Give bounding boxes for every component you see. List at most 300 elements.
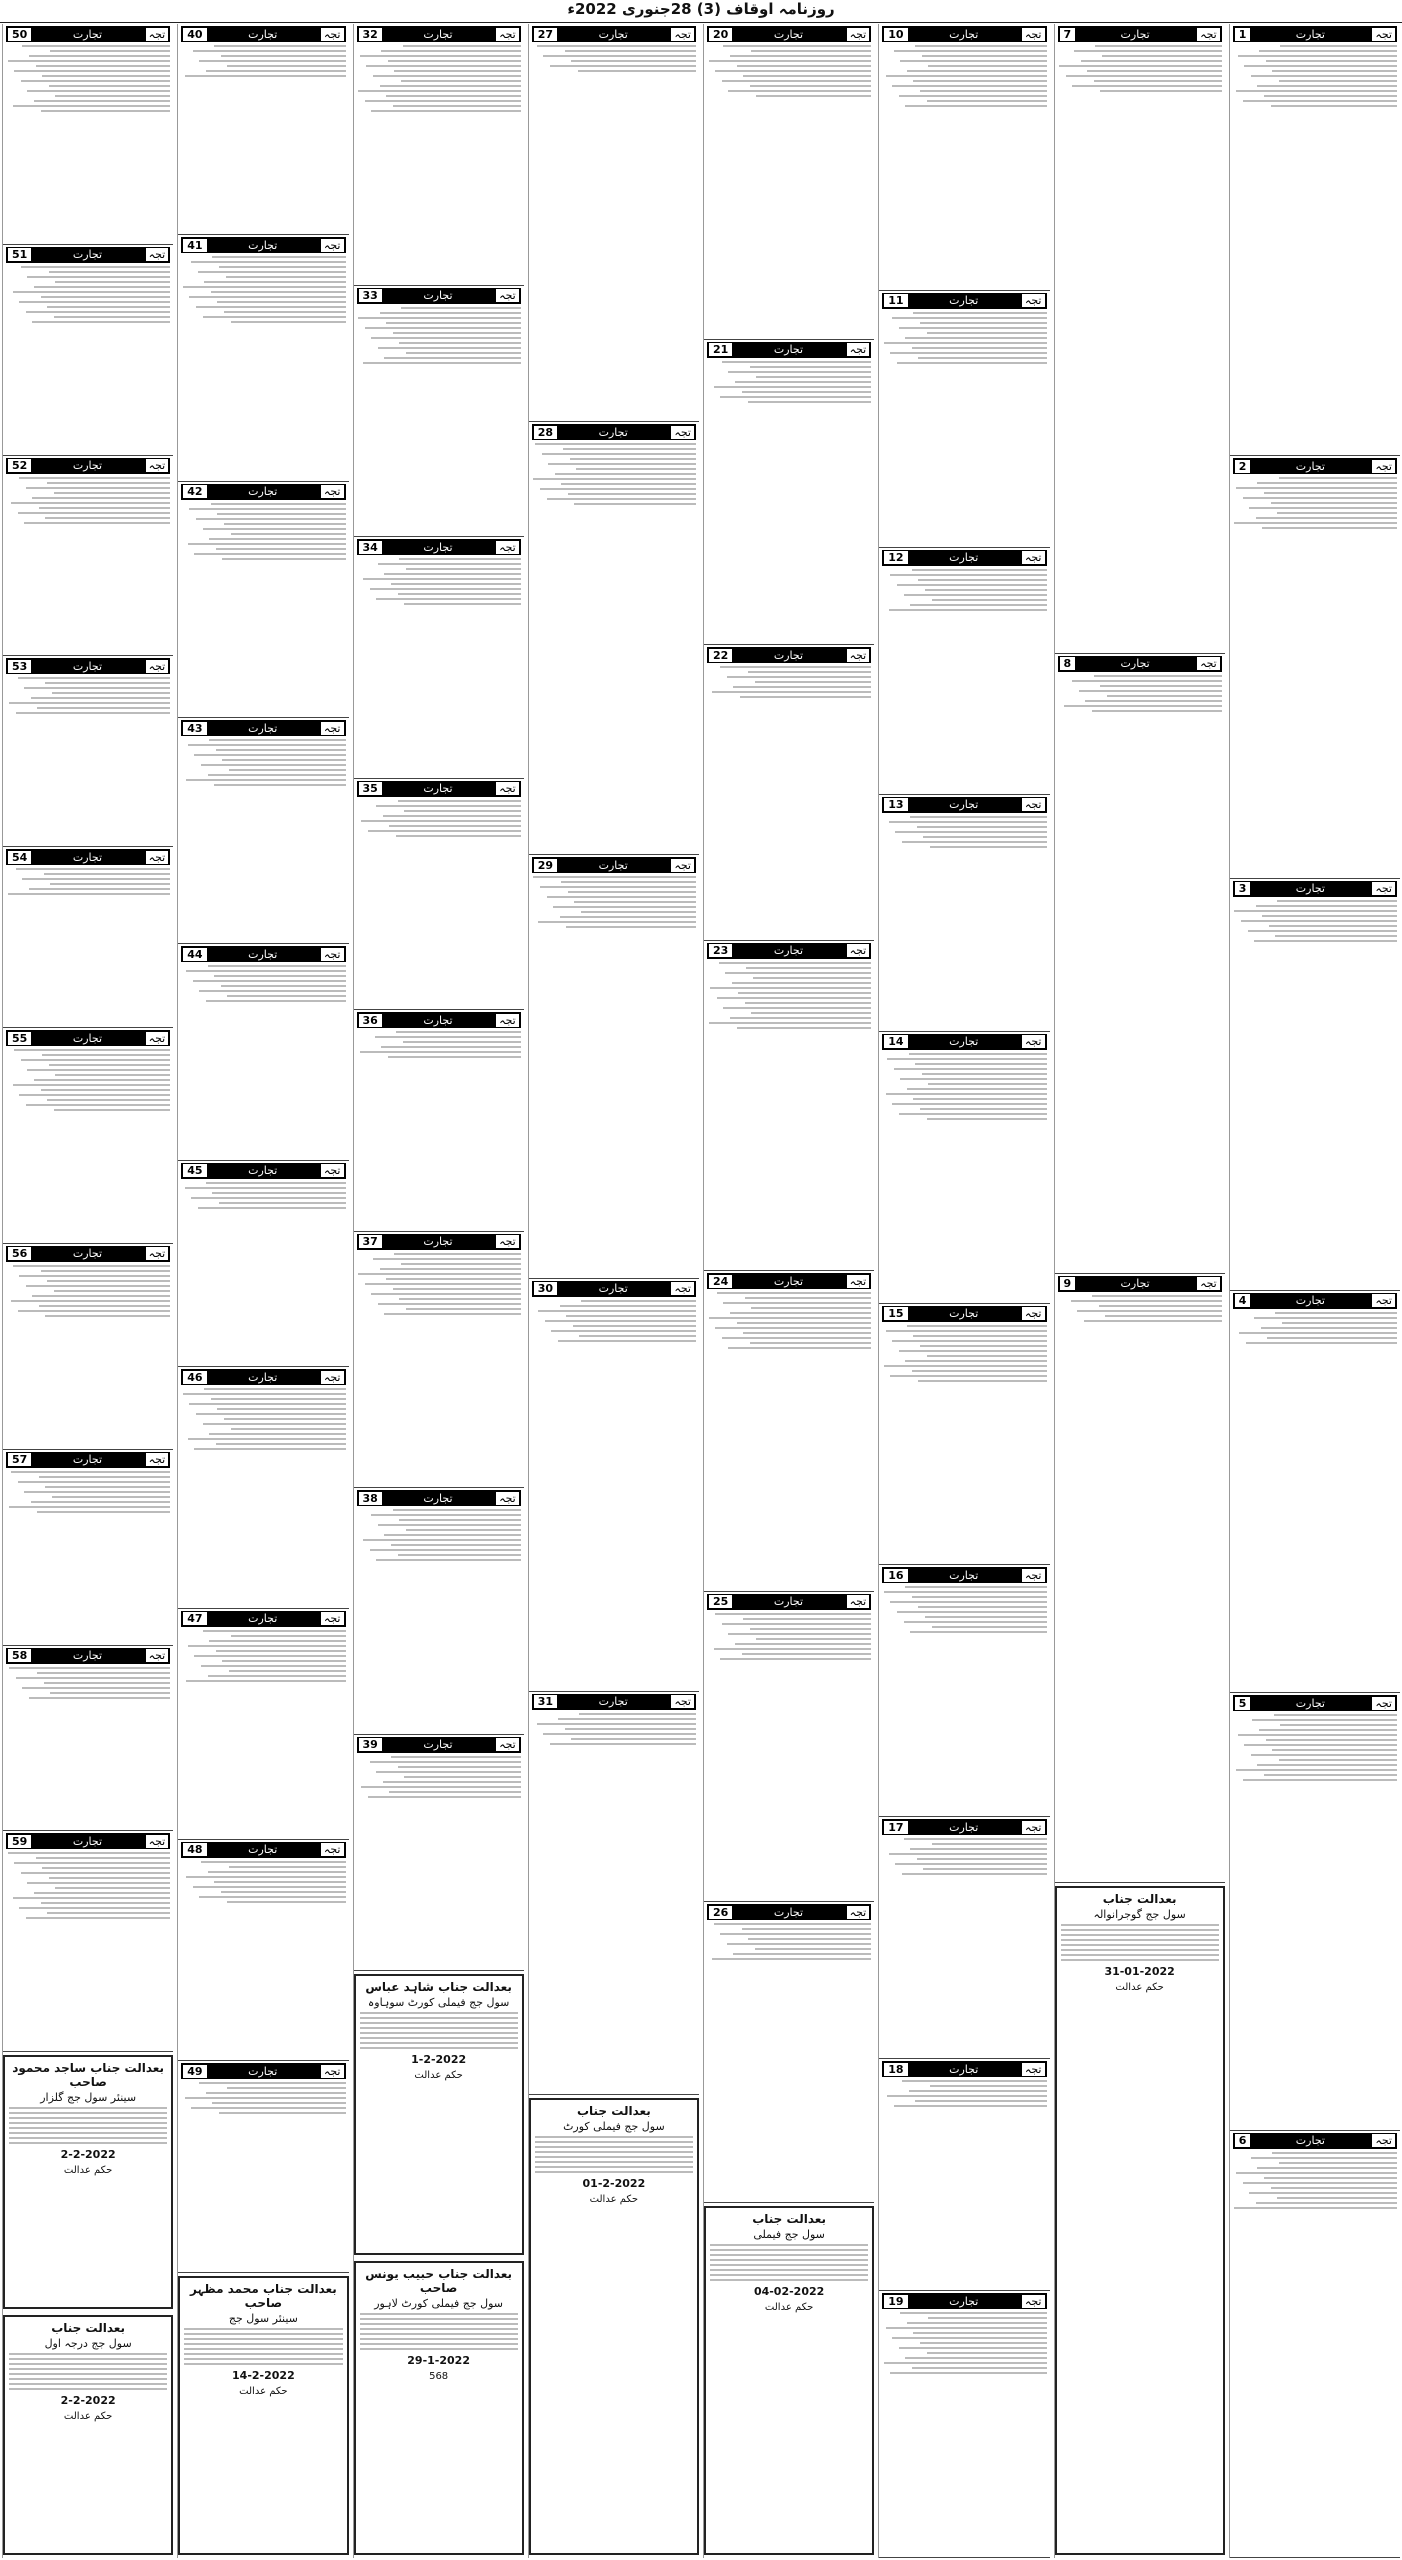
classified-ad	[879, 2291, 1049, 2558]
ad-label: تجارت	[773, 27, 804, 41]
ad-body-lines	[532, 876, 696, 928]
ad-number: 10	[884, 28, 907, 41]
ad-tag: تجہ	[1022, 551, 1045, 564]
ad-body-lines	[1233, 477, 1397, 529]
notice-date: 31-01-2022	[1104, 1965, 1175, 1979]
ad-header	[882, 2293, 1046, 2309]
ad-tag: تجہ	[496, 289, 519, 302]
ad-tag: تجہ	[671, 1282, 694, 1295]
classified-ad	[3, 1244, 173, 1450]
ad-tag: تجہ	[321, 1843, 344, 1856]
ad-tag: تجہ	[321, 28, 344, 41]
ad-column	[878, 24, 1049, 2558]
ad-body-lines	[882, 45, 1046, 107]
ad-header	[532, 857, 696, 873]
ad-tag: تجہ	[321, 239, 344, 252]
classified-ad	[1055, 24, 1225, 654]
ad-body-lines	[181, 1861, 345, 1903]
ad-header	[1233, 881, 1397, 897]
notice-date: 04-02-2022	[753, 2284, 825, 2298]
classified-ad	[879, 1817, 1049, 2059]
ad-tag: تجہ	[146, 248, 169, 261]
ad-body-lines	[707, 962, 871, 1029]
ad-tag: تجہ	[496, 541, 519, 554]
court-notice	[354, 1974, 524, 2255]
ad-number: 35	[359, 782, 382, 795]
ad-tag: تجہ	[496, 1492, 519, 1505]
ad-number: 52	[8, 459, 31, 472]
classified-ad	[529, 1279, 699, 1692]
ad-body-lines	[6, 266, 170, 323]
ad-label: تجارت	[248, 485, 278, 499]
ad-tag: تجہ	[1022, 2063, 1045, 2076]
classified-ad	[3, 656, 173, 847]
ad-body-lines	[882, 1838, 1046, 1875]
ad-label: تجارت	[72, 1453, 103, 1467]
notice-title: بعدالت جناب	[51, 2321, 126, 2336]
ad-header	[882, 26, 1046, 42]
ad-body-lines	[1058, 1295, 1222, 1322]
classified-ad	[354, 779, 524, 1011]
ad-tag: تجہ	[1372, 882, 1395, 895]
notice-signature: حکم عدالت	[589, 2193, 639, 2205]
ad-label: تجارت	[1295, 882, 1325, 896]
classified-ad	[3, 1028, 173, 1244]
ad-tag: تجہ	[847, 1906, 870, 1919]
ad-header	[181, 1369, 345, 1385]
ad-label: تجارت	[598, 425, 628, 439]
classified-ad	[178, 718, 348, 944]
ad-label: تجارت	[773, 343, 804, 356]
ad-header	[707, 26, 871, 42]
court-notice	[1055, 1886, 1225, 2555]
ad-number: 59	[8, 1835, 31, 1848]
ad-body-lines	[6, 1852, 170, 1919]
notice-title: بعدالت جناب محمد مظہر صاحب	[189, 2281, 337, 2310]
ad-number: 21	[709, 343, 732, 356]
ad-number: 11	[884, 294, 907, 307]
ad-number: 1	[1235, 28, 1251, 41]
masthead-title: روزنامہ اوقاف (3) 28جنوری 2022ء	[567, 0, 835, 18]
ad-tag: تجہ	[146, 1453, 169, 1466]
ad-header	[6, 1833, 170, 1849]
notice-body-lines	[184, 2328, 342, 2365]
classified-ad	[3, 1646, 173, 1832]
notice-title: بعدالت جناب ساجد محمود صاحب	[12, 2061, 165, 2090]
notice-court: سینئر سول جج	[228, 2311, 298, 2325]
ad-header	[882, 293, 1046, 309]
classified-ad	[704, 1902, 874, 2203]
ad-tag: تجہ	[1197, 1277, 1220, 1290]
ad-label: تجارت	[72, 1649, 103, 1663]
ad-body-lines	[357, 558, 521, 605]
classified-ad	[704, 340, 874, 646]
ad-label: تجارت	[1295, 2134, 1325, 2148]
ad-header	[1058, 1276, 1222, 1292]
ad-tag: تجہ	[671, 1695, 694, 1708]
ad-label: تجارت	[423, 1491, 453, 1505]
notice-body-lines	[9, 2107, 167, 2144]
ad-header	[707, 647, 871, 663]
ad-label: تجارت	[773, 944, 804, 957]
classified-ad	[3, 456, 173, 657]
classified-grid	[2, 24, 1400, 2558]
ad-number: 33	[359, 289, 382, 302]
ad-label: تجارت	[72, 248, 103, 262]
classified-ad	[529, 24, 699, 422]
ad-tag: تجہ	[1022, 2295, 1045, 2308]
ad-tag: تجہ	[1372, 28, 1395, 41]
classified-ad	[354, 286, 524, 538]
classified-ad	[529, 422, 699, 855]
ad-body-lines	[532, 443, 696, 505]
ad-body-lines	[6, 477, 170, 524]
ad-label: تجارت	[1120, 1277, 1150, 1290]
ad-number: 58	[8, 1649, 31, 1662]
ad-tag: تجہ	[847, 944, 870, 957]
ad-tag: تجہ	[146, 851, 169, 864]
ad-label: تجارت	[598, 1695, 628, 1709]
ad-tag: تجہ	[1022, 294, 1045, 307]
ad-number: 12	[884, 551, 907, 564]
ad-header	[6, 247, 170, 263]
ad-tag: تجہ	[1022, 1821, 1045, 1834]
ad-number: 43	[183, 722, 206, 735]
ad-header	[357, 781, 521, 797]
ad-header	[1233, 1695, 1397, 1711]
ad-number: 8	[1060, 657, 1076, 670]
classified-ad	[3, 245, 173, 456]
ad-header	[357, 1490, 521, 1506]
ad-label: تجارت	[1295, 1696, 1325, 1710]
ad-tag: تجہ	[1372, 2134, 1395, 2147]
notice-signature: حکم عدالت	[764, 2301, 814, 2313]
ad-label: تجارت	[248, 1612, 278, 1626]
notice-date: 2-2-2022	[60, 2148, 116, 2162]
ad-tag: تجہ	[321, 1612, 344, 1625]
ad-number: 55	[8, 1032, 31, 1045]
ad-label: تجارت	[72, 459, 103, 473]
classified-ad	[178, 1840, 348, 2061]
ad-label: تجارت	[248, 27, 278, 41]
notice-court: سول جج فیملی کورٹ	[563, 2119, 665, 2133]
ad-body-lines	[6, 1667, 170, 1699]
ad-label: تجارت	[1295, 27, 1325, 41]
ad-header	[181, 1611, 345, 1627]
ad-label: تجارت	[773, 1905, 804, 1919]
ad-number: 2	[1235, 460, 1251, 473]
notice-body-lines	[710, 2244, 868, 2281]
notice-date: 2-2-2022	[60, 2394, 116, 2408]
ad-body-lines	[357, 1509, 521, 1561]
notice-body-lines	[9, 2353, 167, 2390]
ad-body-lines	[6, 677, 170, 714]
ad-tag: تجہ	[146, 660, 169, 673]
ad-number: 6	[1235, 2134, 1251, 2147]
ad-number: 5	[1235, 1697, 1251, 1710]
ad-tag: تجہ	[1022, 1307, 1045, 1320]
classified-ad	[1230, 2131, 1400, 2558]
ad-header	[882, 2061, 1046, 2077]
notice-title: بعدالت جناب	[752, 2211, 827, 2226]
notice-signature: حکم عدالت	[63, 2165, 113, 2177]
masthead	[0, 0, 1402, 23]
ad-body-lines	[1233, 2152, 1397, 2209]
ad-number: 56	[8, 1247, 31, 1260]
classified-ad	[178, 944, 348, 1160]
ad-body-lines	[357, 1031, 521, 1058]
notice-title: بعدالت جناب حبیب یونس صاحب	[365, 2266, 513, 2295]
ad-column	[353, 24, 524, 2558]
notice-court: سول جج فیملی کورٹ سوہاوہ	[367, 1996, 510, 2009]
ad-number: 29	[534, 859, 557, 872]
ad-body-lines	[707, 1613, 871, 1660]
ad-body-lines	[181, 739, 345, 786]
ad-label: تجارت	[773, 648, 804, 662]
ad-label: تجارت	[248, 1843, 278, 1857]
ad-header	[357, 539, 521, 555]
notice-court: سول جج گوجرانوالہ	[1093, 1908, 1186, 1922]
classified-ad	[879, 24, 1049, 291]
notice-body-lines	[360, 2012, 518, 2049]
ad-label: تجارت	[1295, 1294, 1325, 1308]
ad-number: 41	[183, 239, 206, 252]
ad-tag: تجہ	[1197, 657, 1220, 670]
ad-body-lines	[6, 1265, 170, 1317]
ad-label: تجارت	[72, 1031, 103, 1045]
ad-header	[357, 1012, 521, 1028]
ad-body-lines	[532, 1300, 696, 1342]
ad-header	[357, 288, 521, 304]
ad-body-lines	[181, 2082, 345, 2114]
court-notice	[529, 2098, 699, 2555]
ad-body-lines	[882, 2080, 1046, 2107]
ad-tag: تجہ	[847, 1275, 870, 1288]
classified-ad	[354, 1735, 524, 1972]
ad-number: 22	[709, 649, 732, 662]
classified-ad	[178, 235, 348, 481]
ad-number: 9	[1060, 1277, 1076, 1290]
court-notice	[704, 2206, 874, 2556]
ad-label: تجارت	[72, 27, 103, 41]
notice-signature: حکم عدالت	[1115, 1982, 1164, 1994]
ad-tag: تجہ	[146, 1247, 169, 1260]
notice-date: 29-1-2022	[407, 2353, 470, 2367]
classified-ad	[1230, 1693, 1400, 2130]
notice-body-lines	[360, 2313, 518, 2350]
ad-label: تجارت	[423, 27, 453, 41]
ad-body-lines	[707, 666, 871, 698]
ad-number: 46	[183, 1371, 206, 1384]
classified-ad	[704, 941, 874, 1272]
classified-ad	[3, 24, 173, 245]
notice-court: سینئر سول جج گلزار	[40, 2091, 137, 2105]
ad-number: 36	[359, 1014, 382, 1027]
ad-tag: تجہ	[321, 2065, 344, 2078]
ad-label: تجارت	[949, 1820, 979, 1834]
ad-number: 28	[534, 426, 557, 439]
ad-number: 13	[884, 798, 907, 811]
ad-body-lines	[707, 1292, 871, 1349]
ad-header	[357, 26, 521, 42]
ad-header	[707, 1273, 871, 1289]
classified-ad	[529, 855, 699, 1278]
ad-body-lines	[1233, 900, 1397, 942]
ad-header	[6, 458, 170, 474]
ad-tag: تجہ	[321, 485, 344, 498]
ad-tag: تجہ	[146, 28, 169, 41]
ad-body-lines	[882, 2312, 1046, 2374]
classified-ad	[354, 1488, 524, 1735]
ad-number: 37	[359, 1235, 382, 1248]
ad-number: 57	[8, 1453, 31, 1466]
ad-tag: تجہ	[496, 1738, 519, 1751]
notice-signature: حکم عدالت	[239, 2385, 288, 2397]
classified-ad	[704, 645, 874, 941]
ad-body-lines	[181, 503, 345, 560]
ad-tag: تجہ	[847, 649, 870, 662]
classified-ad	[178, 482, 348, 718]
notice-date: 1-2-2022	[411, 2053, 467, 2066]
ad-label: تجارت	[248, 1370, 278, 1384]
ad-tag: تجہ	[321, 1371, 344, 1384]
ad-body-lines	[357, 307, 521, 364]
ad-tag: تجہ	[1372, 460, 1395, 473]
ad-header	[181, 237, 345, 253]
notice-body-lines	[1061, 1924, 1219, 1961]
ad-number: 3	[1235, 882, 1251, 895]
ad-header	[882, 550, 1046, 566]
ad-label: تجارت	[773, 1274, 804, 1288]
ad-label: تجارت	[1120, 657, 1150, 671]
classified-ad	[178, 2061, 348, 2272]
ad-label: تجارت	[949, 551, 979, 565]
notice-court: سول جج فیملی کورٹ لاہور	[374, 2296, 504, 2310]
ad-body-lines	[6, 1471, 170, 1513]
classified-ad	[1230, 879, 1400, 1291]
classified-ad	[1230, 24, 1400, 456]
ad-body-lines	[882, 569, 1046, 611]
classified-ad	[354, 537, 524, 779]
ad-header	[532, 1281, 696, 1297]
ad-tag: تجہ	[146, 1649, 169, 1662]
ad-header	[707, 943, 871, 959]
notice-court: سول جج درجہ اول	[44, 2337, 132, 2351]
notice-title: بعدالت جناب	[576, 2103, 651, 2118]
classified-ad	[704, 1592, 874, 1903]
ad-header	[6, 1030, 170, 1046]
ad-tag: تجہ	[496, 1014, 519, 1027]
ad-number: 51	[8, 248, 31, 261]
ad-label: تجارت	[423, 1738, 453, 1751]
ad-label: تجارت	[949, 294, 979, 308]
ad-header	[1233, 2133, 1397, 2149]
ad-header	[532, 26, 696, 42]
ad-number: 45	[183, 1164, 206, 1177]
classified-ad	[1230, 1291, 1400, 1693]
ad-body-lines	[882, 1325, 1046, 1382]
ad-number: 27	[534, 28, 557, 41]
classified-ad	[879, 1304, 1049, 1566]
ad-tag: تجہ	[671, 426, 694, 439]
ad-label: تجارت	[423, 1013, 453, 1027]
ad-column	[528, 24, 699, 2558]
ad-header	[1058, 656, 1222, 672]
ad-number: 32	[359, 28, 382, 41]
ad-body-lines	[882, 1586, 1046, 1633]
ad-body-lines	[6, 45, 170, 112]
classified-ad	[879, 291, 1049, 548]
ad-label: تجارت	[949, 2062, 979, 2076]
ad-column	[177, 24, 348, 2558]
ad-number: 50	[8, 28, 31, 41]
ad-label: تجارت	[248, 1164, 278, 1178]
classified-ad	[178, 24, 348, 235]
ad-tag: تجہ	[1022, 1569, 1045, 1582]
ad-label: تجارت	[949, 1568, 979, 1582]
classified-ad	[879, 1565, 1049, 1817]
ad-tag: تجہ	[496, 28, 519, 41]
ad-body-lines	[882, 816, 1046, 848]
ad-tag: تجہ	[1022, 1035, 1045, 1048]
ad-body-lines	[181, 256, 345, 323]
ad-number: 48	[183, 1843, 206, 1856]
ad-label: تجارت	[598, 27, 628, 41]
ad-label: تجارت	[248, 2064, 278, 2078]
notice-signature: 568	[429, 2370, 449, 2382]
ad-body-lines	[6, 868, 170, 895]
ad-number: 24	[709, 1275, 732, 1288]
notice-body-lines	[535, 2136, 693, 2173]
ad-header	[181, 1163, 345, 1179]
ad-body-lines	[1233, 1714, 1397, 1781]
ad-tag: تجہ	[671, 28, 694, 41]
ad-header	[6, 26, 170, 42]
ad-body-lines	[707, 361, 871, 403]
ad-number: 19	[884, 2295, 907, 2308]
ad-body-lines	[707, 1923, 871, 1960]
notice-date: 14-2-2022	[232, 2368, 295, 2382]
ad-header	[882, 1306, 1046, 1322]
ad-tag: تجہ	[321, 948, 344, 961]
ad-number: 40	[183, 28, 206, 41]
ad-number: 30	[534, 1282, 557, 1295]
ad-header	[181, 946, 345, 962]
ad-tag: تجہ	[1022, 28, 1045, 41]
notice-signature: حکم عدالت	[414, 2070, 463, 2081]
ad-body-lines	[181, 1388, 345, 1450]
ad-body-lines	[1058, 45, 1222, 92]
ad-label: تجارت	[773, 1595, 804, 1608]
ad-header	[882, 1034, 1046, 1050]
ad-column	[1054, 24, 1225, 2558]
classified-ad	[3, 1450, 173, 1646]
ad-body-lines	[532, 45, 696, 72]
ad-label: تجارت	[72, 850, 103, 864]
ad-number: 31	[534, 1695, 557, 1708]
ad-tag: تجہ	[146, 459, 169, 472]
ad-body-lines	[882, 1053, 1046, 1120]
ad-number: 47	[183, 1612, 206, 1625]
ad-tag: تجہ	[321, 1164, 344, 1177]
notice-date: 01-2-2022	[582, 2176, 646, 2190]
ad-header	[1233, 26, 1397, 42]
ad-header	[181, 720, 345, 736]
ad-header	[6, 1246, 170, 1262]
ad-tag: تجہ	[321, 722, 344, 735]
ad-header	[707, 342, 871, 358]
notice-title: بعدالت جناب شاہد عباس	[365, 1980, 512, 1994]
